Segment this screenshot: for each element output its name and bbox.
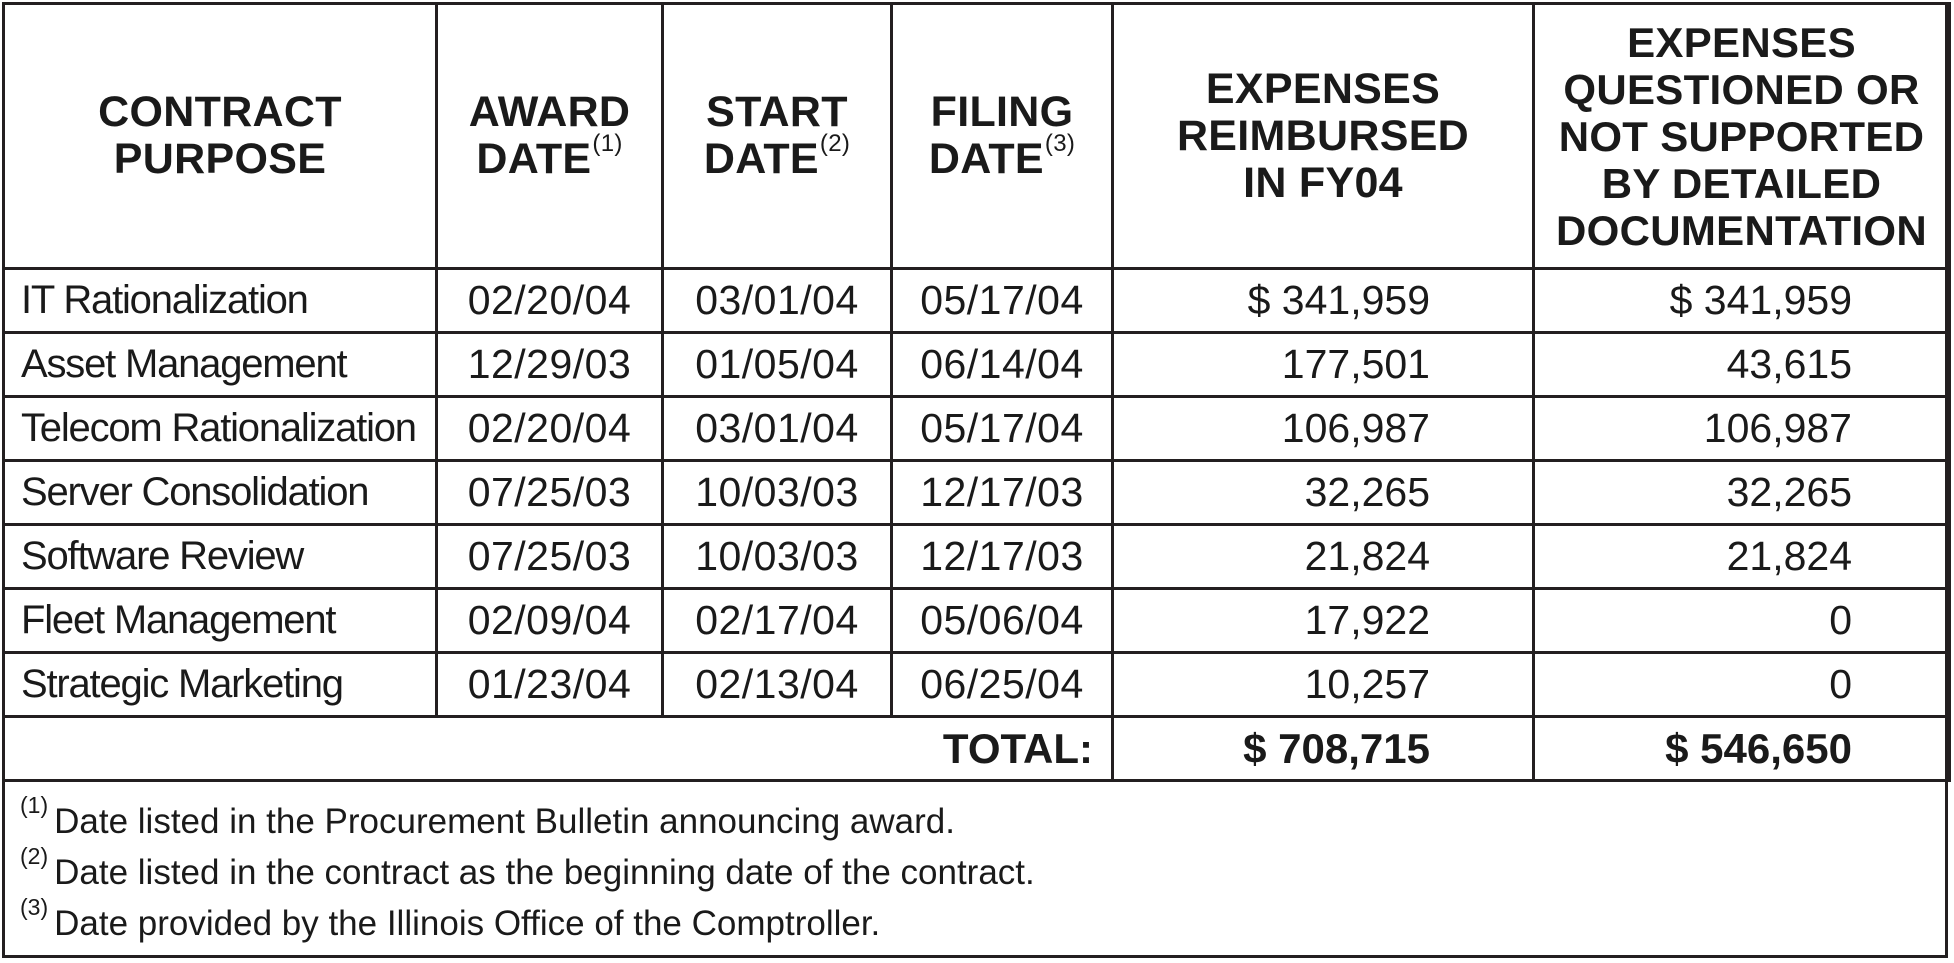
header-contract-purpose: CONTRACT PURPOSE (4, 4, 437, 269)
cell-reimbursed: 177,501 (1113, 333, 1534, 397)
table-row (4, 269, 1950, 333)
footnote-mark-3: (3) (1044, 130, 1076, 157)
header-expenses-questioned: EXPENSES QUESTIONED OR NOT SUPPORTED BY DETAILED DOCUMENTATION (1534, 4, 1950, 269)
cell-filing-date: 05/17/04 (892, 269, 1113, 333)
cell-purpose: Software Review (4, 525, 437, 589)
cell-filing-date: 06/14/04 (892, 333, 1113, 397)
cell-start-date: 01/05/04 (663, 333, 892, 397)
cell-purpose: Strategic Marketing (4, 653, 437, 717)
footnote-mark-2: (2) (819, 130, 851, 157)
cell-filing-date: 06/25/04 (892, 653, 1113, 717)
cell-questioned: 21,824 (1534, 525, 1950, 589)
cell-award-date: 01/23/04 (437, 653, 663, 717)
footnote-mark-1: (1) (592, 130, 623, 157)
header-row (4, 4, 1950, 269)
cell-reimbursed: 10,257 (1113, 653, 1534, 717)
cell-start-date: 10/03/03 (663, 461, 892, 525)
table-row (4, 333, 1950, 397)
cell-questioned: 43,615 (1534, 333, 1950, 397)
table-row (4, 525, 1950, 589)
cell-purpose: Asset Management (4, 333, 437, 397)
footnote-3-mark: (3) (20, 894, 49, 920)
cell-questioned: 106,987 (1534, 397, 1950, 461)
cell-filing-date: 05/06/04 (892, 589, 1113, 653)
table-row (4, 653, 1950, 717)
cell-purpose: Fleet Management (4, 589, 437, 653)
footnote-2-mark: (2) (20, 843, 49, 869)
footnote-3-text: Date provided by the Illinois Office of the Comptroller. (54, 904, 881, 943)
footnote-2-text: Date listed in the contract as the beginning date of the contract. (54, 853, 1035, 892)
cell-start-date: 03/01/04 (663, 397, 892, 461)
cell-questioned: 32,265 (1534, 461, 1950, 525)
cell-questioned: 0 (1534, 589, 1950, 653)
contracts-table (2, 2, 1951, 782)
cell-reimbursed: 21,824 (1113, 525, 1534, 589)
footnote-1-mark: (1) (20, 792, 49, 818)
footnote-3 (20, 894, 1035, 949)
cell-filing-date: 05/17/04 (892, 397, 1113, 461)
cell-award-date: 07/25/03 (437, 525, 663, 589)
cell-reimbursed: 32,265 (1113, 461, 1534, 525)
cell-purpose: IT Rationalization (4, 269, 437, 333)
cell-purpose: Server Consolidation (4, 461, 437, 525)
cell-purpose: Telecom Rationalization (4, 397, 437, 461)
table-row (4, 461, 1950, 525)
cell-reimbursed: $ 341,959 (1113, 269, 1534, 333)
footnotes (20, 792, 1035, 949)
cell-filing-date: 12/17/03 (892, 461, 1113, 525)
header-expenses-reimbursed: EXPENSES REIMBURSED IN FY04 (1113, 4, 1534, 269)
cell-reimbursed: 17,922 (1113, 589, 1534, 653)
cell-award-date: 12/29/03 (437, 333, 663, 397)
total-questioned: $ 546,650 (1534, 717, 1950, 781)
table-row (4, 589, 1950, 653)
footnote-1 (20, 792, 1035, 847)
footnote-2 (20, 843, 1035, 898)
footnote-1-text: Date listed in the Procurement Bulletin announcing award. (54, 802, 955, 841)
cell-award-date: 07/25/03 (437, 461, 663, 525)
cell-award-date: 02/09/04 (437, 589, 663, 653)
cell-award-date: 02/20/04 (437, 269, 663, 333)
cell-award-date: 02/20/04 (437, 397, 663, 461)
cell-start-date: 02/13/04 (663, 653, 892, 717)
total-reimbursed: $ 708,715 (1113, 717, 1534, 781)
cell-start-date: 02/17/04 (663, 589, 892, 653)
cell-reimbursed: 106,987 (1113, 397, 1534, 461)
cell-questioned: $ 341,959 (1534, 269, 1950, 333)
cell-start-date: 03/01/04 (663, 269, 892, 333)
header-award-date: AWARD DATE$^{(1)}$ (437, 4, 663, 269)
total-row (4, 717, 1950, 781)
header-start-date: START DATE$^{(2)}$ (663, 4, 892, 269)
cell-questioned: 0 (1534, 653, 1950, 717)
header-filing-date: FILING DATE$^{(3)}$ (892, 4, 1113, 269)
cell-start-date: 10/03/03 (663, 525, 892, 589)
cell-filing-date: 12/17/03 (892, 525, 1113, 589)
table-row (4, 397, 1950, 461)
total-label: TOTAL: (4, 717, 1113, 781)
